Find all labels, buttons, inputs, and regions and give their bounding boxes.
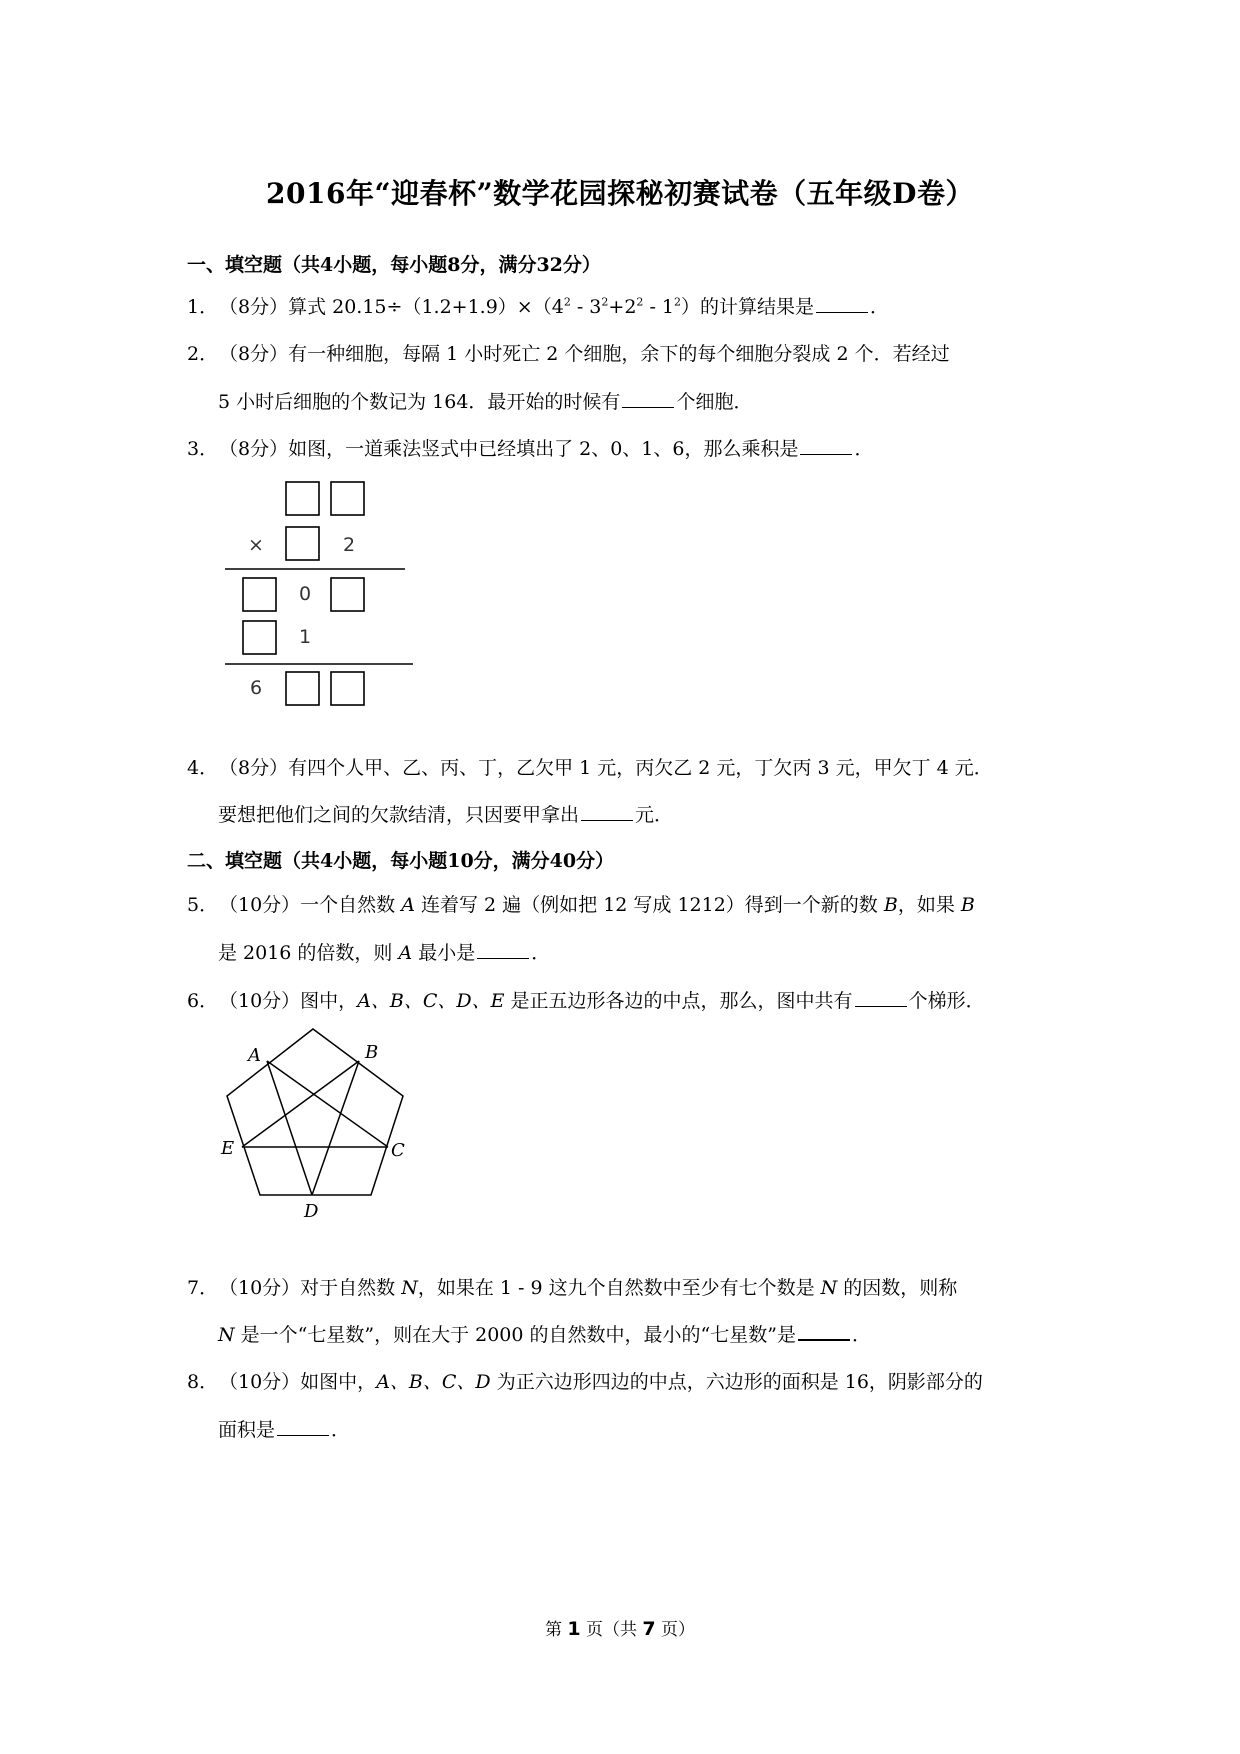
question-6 — [187, 986, 985, 1013]
question-5-cont — [218, 938, 550, 965]
question-2 — [187, 339, 950, 366]
variable-n: N — [218, 1324, 235, 1346]
question-4-cont — [218, 800, 673, 827]
question-8-cont — [218, 1415, 350, 1442]
question-text: - 1 — [643, 296, 675, 318]
answer-blank[interactable] — [798, 1322, 850, 1341]
segment-ad — [267, 1061, 312, 1195]
question-text: 面积是 — [218, 1419, 276, 1441]
question-7-cont — [218, 1320, 871, 1347]
question-number: 5． — [187, 894, 219, 916]
question-text: ． — [854, 438, 874, 460]
digit-box — [286, 672, 319, 705]
variable-n: N — [820, 1277, 838, 1299]
question-text: （10分）如图中， — [219, 1371, 377, 1393]
footer-text: 页（共 — [580, 1620, 643, 1640]
exponent: 2 — [563, 295, 571, 309]
digit-box — [286, 482, 319, 515]
pentagon-figure — [210, 1025, 410, 1225]
page-number: 1 — [567, 1618, 581, 1640]
variable-n: N — [401, 1277, 418, 1299]
question-text: 最小是 — [412, 942, 476, 964]
section-heading-2: 二、填空题（共4小题，每小题10分，满分40分） — [187, 850, 615, 872]
point-labels: A、B、C、D — [376, 1371, 491, 1393]
label-a: A — [248, 1045, 261, 1066]
question-text: ． — [531, 942, 551, 964]
answer-blank[interactable] — [477, 941, 529, 959]
answer-blank[interactable] — [800, 437, 852, 455]
question-text: +2 — [608, 296, 637, 318]
point-labels: A、B、C、D、E — [357, 990, 505, 1012]
digit-2: 2 — [343, 534, 356, 556]
question-number: 6． — [187, 990, 219, 1012]
label-b: B — [365, 1042, 379, 1063]
segment-ac — [267, 1061, 388, 1147]
question-4 — [187, 753, 993, 780]
question-number: 1． — [187, 296, 219, 318]
question-text: 要想把他们之间的欠款结清，只因要甲拿出 — [218, 804, 580, 826]
page-title: 2016年“迎春杯”数学花园探秘初赛试卷（五年级D卷） — [266, 177, 974, 210]
question-text: ． — [870, 296, 890, 318]
exponent: 2 — [601, 295, 609, 309]
question-text: （10分）对于自然数 — [219, 1277, 402, 1299]
question-text: 个梯形． — [908, 990, 985, 1012]
question-text: （8分）有四个人甲、乙、丙、丁，乙欠甲 1 元，丙欠乙 2 元，丁欠丙 3 元，甲欠丁 4 元． — [219, 757, 993, 779]
exponent: 2 — [674, 295, 682, 309]
question-text: 的因数，则称 — [837, 1277, 958, 1299]
question-text: 5 小时后细胞的个数记为 164．最开始的时候有 — [218, 391, 621, 413]
label-c: C — [391, 1140, 405, 1161]
digit-box — [331, 482, 364, 515]
question-text: ）的计算结果是 — [681, 296, 815, 318]
question-text: 是 2016 的倍数，则 — [218, 942, 399, 964]
section-heading-1: 一、填空题（共4小题，每小题8分，满分32分） — [187, 254, 601, 276]
question-5 — [187, 890, 975, 917]
answer-blank[interactable] — [855, 989, 907, 1007]
label-e: E — [221, 1138, 235, 1159]
question-text: （8分）有一种细胞，每隔 1 小时死亡 2 个细胞，余下的每个细胞分裂成 2 个．若经过 — [219, 343, 950, 365]
question-text: 连着写 2 遍（例如把 12 写成 1212）得到一个新的数 — [414, 894, 884, 916]
answer-blank[interactable] — [816, 295, 868, 313]
question-3 — [187, 434, 874, 461]
total-pages: 7 — [642, 1618, 656, 1640]
question-number: 4． — [187, 757, 219, 779]
question-1 — [187, 292, 889, 319]
variable-b: B — [883, 894, 898, 916]
footer-text: 页） — [655, 1620, 696, 1640]
digit-box — [331, 578, 364, 611]
label-d: D — [304, 1201, 319, 1222]
variable-a: A — [398, 942, 413, 964]
question-text: （8分）如图，一道乘法竖式中已经填出了 2、0、1、6，那么乘积是 — [219, 438, 799, 460]
digit-6: 6 — [250, 677, 263, 699]
digit-box — [331, 672, 364, 705]
digit-box — [243, 621, 276, 654]
question-text: （10分）图中， — [219, 990, 358, 1012]
question-text: 是一个“七星数”，则在大于 2000 的自然数中，最小的“七星数”是 — [234, 1324, 796, 1346]
variable-b: B — [960, 894, 975, 916]
multiplication-figure — [215, 475, 415, 720]
question-number: 2． — [187, 343, 219, 365]
question-text: 为正六边形四边的中点，六边形的面积是 16，阴影部分的 — [490, 1371, 983, 1393]
question-text: 个细胞． — [676, 391, 753, 413]
question-text: 是正五边形各边的中点，那么，图中共有 — [504, 990, 853, 1012]
digit-box — [243, 578, 276, 611]
variable-a: A — [401, 894, 415, 916]
segment-be — [242, 1061, 359, 1147]
question-number: 7． — [187, 1277, 219, 1299]
question-text: ，如果 — [897, 894, 961, 916]
digit-box — [286, 527, 319, 560]
question-number: 3． — [187, 438, 219, 460]
segment-bd — [312, 1061, 359, 1195]
footer-text: 第 — [544, 1620, 568, 1640]
question-7 — [187, 1273, 957, 1300]
digit-0: 0 — [299, 583, 312, 605]
times-sign: × — [248, 534, 264, 556]
exponent: 2 — [636, 295, 644, 309]
question-8 — [187, 1367, 983, 1394]
question-text: - 3 — [570, 296, 602, 318]
question-text: 元． — [635, 804, 674, 826]
answer-blank[interactable] — [581, 803, 633, 821]
question-text: ，如果在 1 - 9 这九个自然数中至少有七个数是 — [417, 1277, 821, 1299]
question-text: ． — [331, 1419, 351, 1441]
answer-blank[interactable] — [622, 390, 674, 408]
digit-1: 1 — [299, 626, 312, 648]
question-2-cont — [218, 387, 752, 414]
question-number: 8． — [187, 1371, 219, 1393]
question-text: ． — [851, 1324, 871, 1346]
answer-blank[interactable] — [277, 1418, 329, 1436]
question-text: （10分）一个自然数 — [219, 894, 402, 916]
page-footer — [0, 1615, 1240, 1640]
question-text: （8分）算式 20.15÷（1.2+1.9）×（4 — [219, 296, 564, 318]
